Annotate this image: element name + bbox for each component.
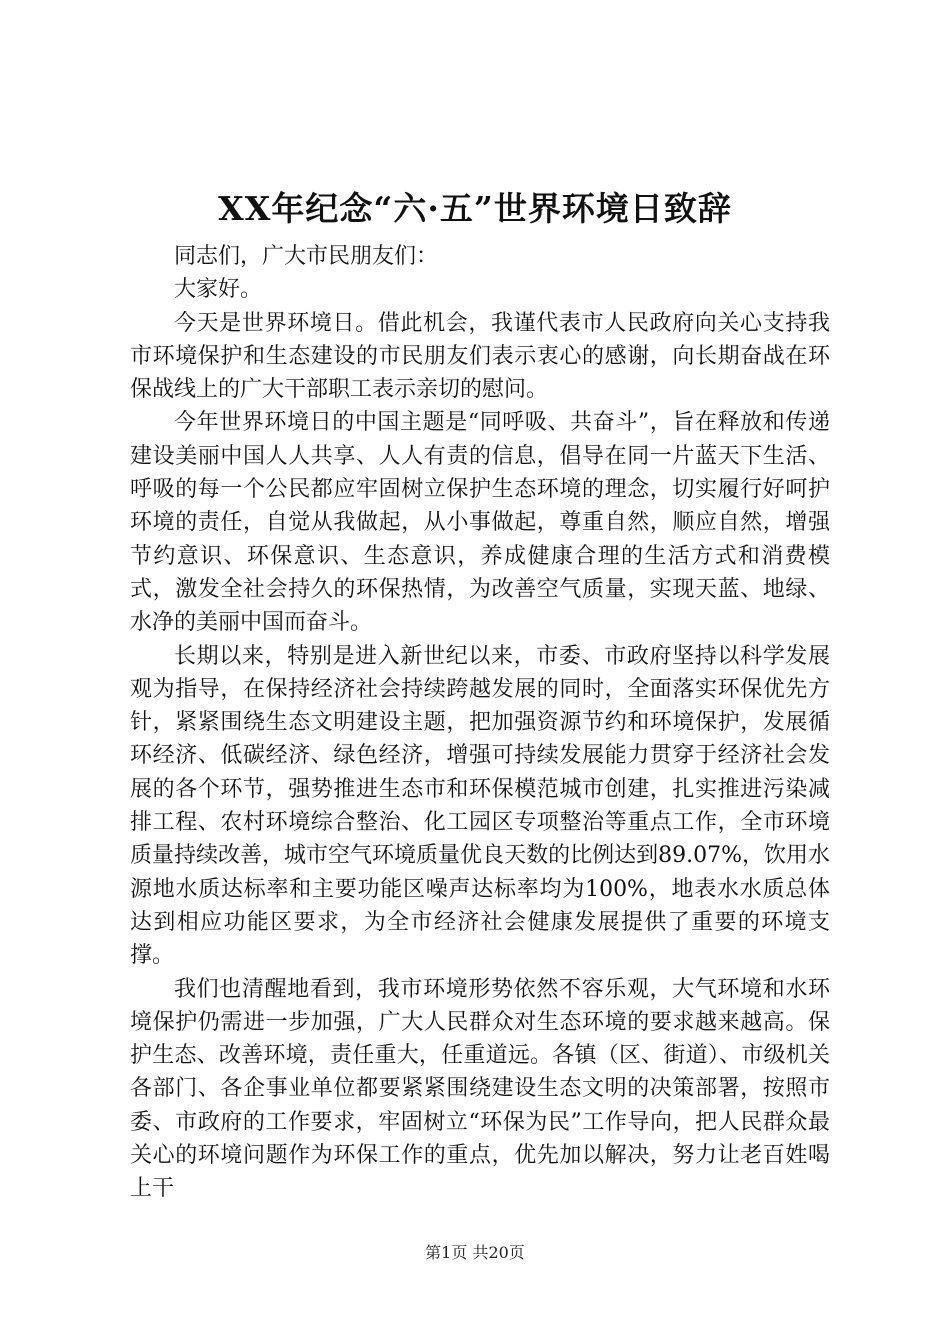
body-paragraph: 我们也清醒地看到，我市环境形势依然不容乐观，大气环境和水环境保护仍需进一步加强，广大人民群众对生态环境的要求越来越高。保护生态、改善环境，责任重大，任重道远。各镇（区、街道）、市级机关各部门、各企事业单位都要紧紧围绕建设生态文明的决策部署，按照市委、市政府的工作要求，牢固树立“环保为民”工作导向，把人民群众最关心的环境问题作为环保工作的重点，优先加以解决，努力让老百姓喝上干 <box>130 976 830 1202</box>
document-title: XX年纪念“六·五”世界环境日致辞 <box>218 189 732 228</box>
document-body <box>130 240 830 1206</box>
page-footer: 第1页 共20页 <box>425 1243 525 1262</box>
greeting-paragraph: 同志们，广大市民朋友们： <box>174 244 439 269</box>
body-paragraph: 长期以来，特别是进入新世纪以来，市委、市政府坚持以科学发展观为指导，在保持经济社会持续跨越发展的同时，全面落实环保优先方针，紧紧围绕生态文明建设主题，把加强资源节约和环境保护，发展循环经济、低碳经济、绿色经济，增强可持续发展能力贯穿于经济社会发展的各个环节，强势推进生态市和环保模范城市创建，扎实推进污染减排工程、农村环境综合整治、化工园区专项整治等重点工作，全市环境质量持续改善，城市空气环境质量优良天数的比例达到89.07%，饮用水源地水质达标率和主要功能区噪声达标率均为100%，地表水水质总体达到相应功能区要求，为全市经济社会健康发展提供了重要的环境支撑。 <box>130 643 830 969</box>
salutation-paragraph: 大家好。 <box>174 277 263 303</box>
body-paragraph: 今年世界环境日的中国主题是“同呼吸、共奋斗”，旨在释放和传递建设美丽中国人人共享、人人有责的信息，倡导在同一片蓝天下生活、呼吸的每一个公民都应牢固树立保护生态环境的理念，切实履行好呵护环境的责任，自觉从我做起，从小事做起，尊重自然，顺应自然，增强节约意识、环保意识、生态意识，养成健康合理的生活方式和消费模式，激发全社会持久的环保热情，为改善空气质量，实现天蓝、地绿、水净的美丽中国而奋斗。 <box>130 410 830 636</box>
body-paragraph: 今天是世界环境日。借此机会，我谨代表市人民政府向关心支持我市环境保护和生态建设的市民朋友们表示衷心的感谢，向长期奋战在环保战线上的广大干部职工表示亲切的慰问。 <box>130 310 830 403</box>
